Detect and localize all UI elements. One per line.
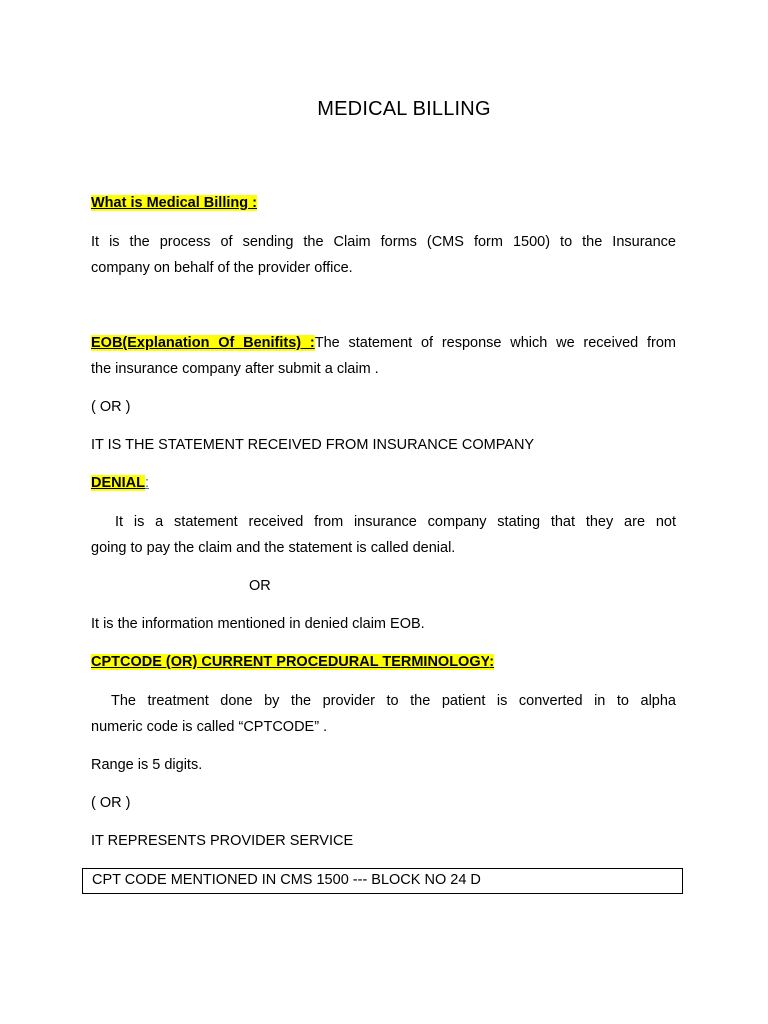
cpt-or: ( OR ) [91, 795, 131, 811]
eob-line-2: the insurance company after submit a claim . [91, 361, 379, 377]
denial-line-2: going to pay the claim and the statement is called denial. [91, 540, 456, 556]
cpt-represents: IT REPRESENTS PROVIDER SERVICE [91, 833, 354, 849]
billing-paragraph-line-1: It is the process of sending the Claim forms (CMS form 1500) to the Insurance [91, 234, 676, 250]
denial-heading-line [91, 473, 676, 493]
cpt-heading-line [91, 652, 676, 672]
denial-heading: DENIAL [91, 475, 145, 491]
eob-line-1 [91, 333, 676, 353]
eob-or: ( OR ) [91, 399, 131, 415]
cpt-boxed-note-text: CPT CODE MENTIONED IN CMS 1500 --- BLOCK NO 24 D [92, 872, 481, 888]
eob-heading: EOB(Explanation Of Benifits) : [91, 335, 315, 351]
cpt-line-2: numeric code is called “CPTCODE” . [91, 719, 328, 735]
denial-heading-colon: : [144, 475, 150, 491]
cpt-line-1: The treatment done by the provider to the patient is converted in to alpha [111, 693, 676, 709]
denial-or: OR [249, 578, 271, 594]
cpt-heading: CPTCODE (OR) CURRENT PROCEDURAL TERMINOLOGY [91, 654, 490, 670]
billing-heading-suffix: : [248, 195, 257, 211]
document-title: MEDICAL BILLING [317, 98, 491, 120]
eob-caps-statement: IT IS THE STATEMENT RECEIVED FROM INSURANCE COMPANY [91, 437, 535, 453]
billing-heading-text: What is Medical Billing [91, 195, 249, 211]
billing-paragraph-line-2: company on behalf of the provider office. [91, 260, 353, 276]
cpt-boxed-note [82, 868, 683, 894]
cpt-range: Range is 5 digits. [91, 757, 203, 773]
eob-line-1-text: The statement of response which we received from [314, 335, 677, 351]
cpt-heading-colon: : [489, 654, 495, 670]
billing-heading-line [91, 193, 676, 213]
denial-line-1: It is a statement received from insurance company stating that they are not [115, 514, 676, 530]
denial-info: It is the information mentioned in denied claim EOB. [91, 616, 425, 632]
billing-heading [91, 195, 257, 211]
